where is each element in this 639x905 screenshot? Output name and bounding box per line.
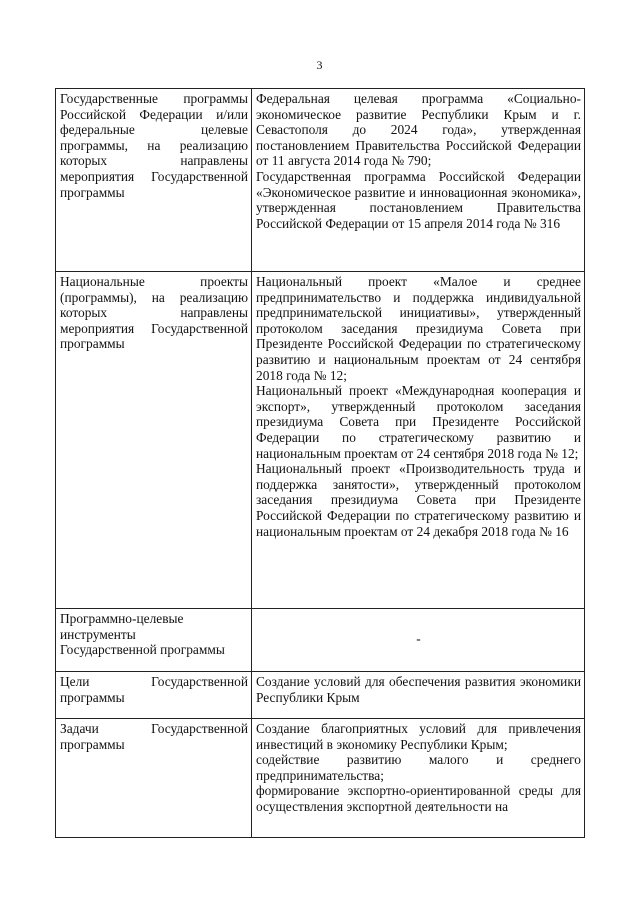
row-label-national-projects: Национальные проекты (программы), на реализацию которых направлены мероприятия Государственной программы: [56, 272, 252, 609]
label-line: инструменты: [60, 626, 136, 642]
row-label-state-programs: Государственные программы Российской Федерации и/или федеральные целевые программы, на реализацию которых направлены мероприятия Государственной программы: [56, 89, 252, 272]
row-value-tasks: [252, 719, 585, 838]
row-value-program-tools: -: [252, 609, 585, 672]
row-label-program-tools: [56, 609, 252, 672]
row-value-state-programs: [252, 89, 585, 272]
paragraph: содействие развитию малого и среднего предпринимательства;: [256, 752, 581, 783]
paragraph: Создание условий для обеспечения развития экономики Республики Крым: [256, 674, 581, 705]
paragraph: Создание благоприятных условий для привлечения инвестиций в экономику Республики Крым;: [256, 721, 581, 752]
row-label-tasks: Задачи Государственной программы: [56, 719, 252, 838]
row-label-goals: Цели Государственной программы: [56, 672, 252, 719]
paragraph: Национальный проект «Международная кооперация и экспорт», утвержденный протоколом заседания президиума Совета при Президенте Российской Федерации по стратегическому развитию и национальным проектам от 24 сентября 2018 года № 12;: [256, 383, 581, 461]
passport-table: [55, 88, 585, 838]
row-value-national-projects: [252, 272, 585, 609]
paragraph: Федеральная целевая программа «Социально-экономическое развитие Республики Крым и г. Севастополя до 2024 года», утвержденная постановлением Правительства Российской Федерации от 11 августа 2014 года № 790;: [256, 91, 581, 169]
table-row: [56, 89, 585, 272]
paragraph: Национальный проект «Малое и среднее предпринимательство и поддержка индивидуальной предпринимательской инициативы», утвержденный протоколом заседания президиума Совета при Президенте Российской Федерации по стратегическому развитию и национальным проектам от 24 сентября 2018 года № 12;: [256, 274, 581, 383]
table-row: [56, 719, 585, 838]
table-row: [56, 672, 585, 719]
label-line: Государственной программы: [60, 642, 225, 658]
paragraph: Государственная программа Российской Федерации «Экономическое развитие и инновационная экономика», утвержденная постановлением Правительства Российской Федерации от 15 апреля 2014 года № 316: [256, 168, 581, 231]
table-row: [56, 609, 585, 672]
page-number: 3: [316, 58, 323, 72]
label-line: Программно-целевые: [60, 611, 184, 626]
row-value-goals: [252, 672, 585, 719]
paragraph: формирование экспортно-ориентированной среды для осуществления экспортной деятельности на: [256, 783, 581, 814]
table-row: [56, 272, 585, 609]
paragraph: Национальный проект «Производительность труда и поддержка занятости», утвержденный протоколом заседания президиума Совета при Президенте Российской Федерации по стратегическому развитию и национальным проектам от 24 декабря 2018 года № 16: [256, 461, 581, 539]
